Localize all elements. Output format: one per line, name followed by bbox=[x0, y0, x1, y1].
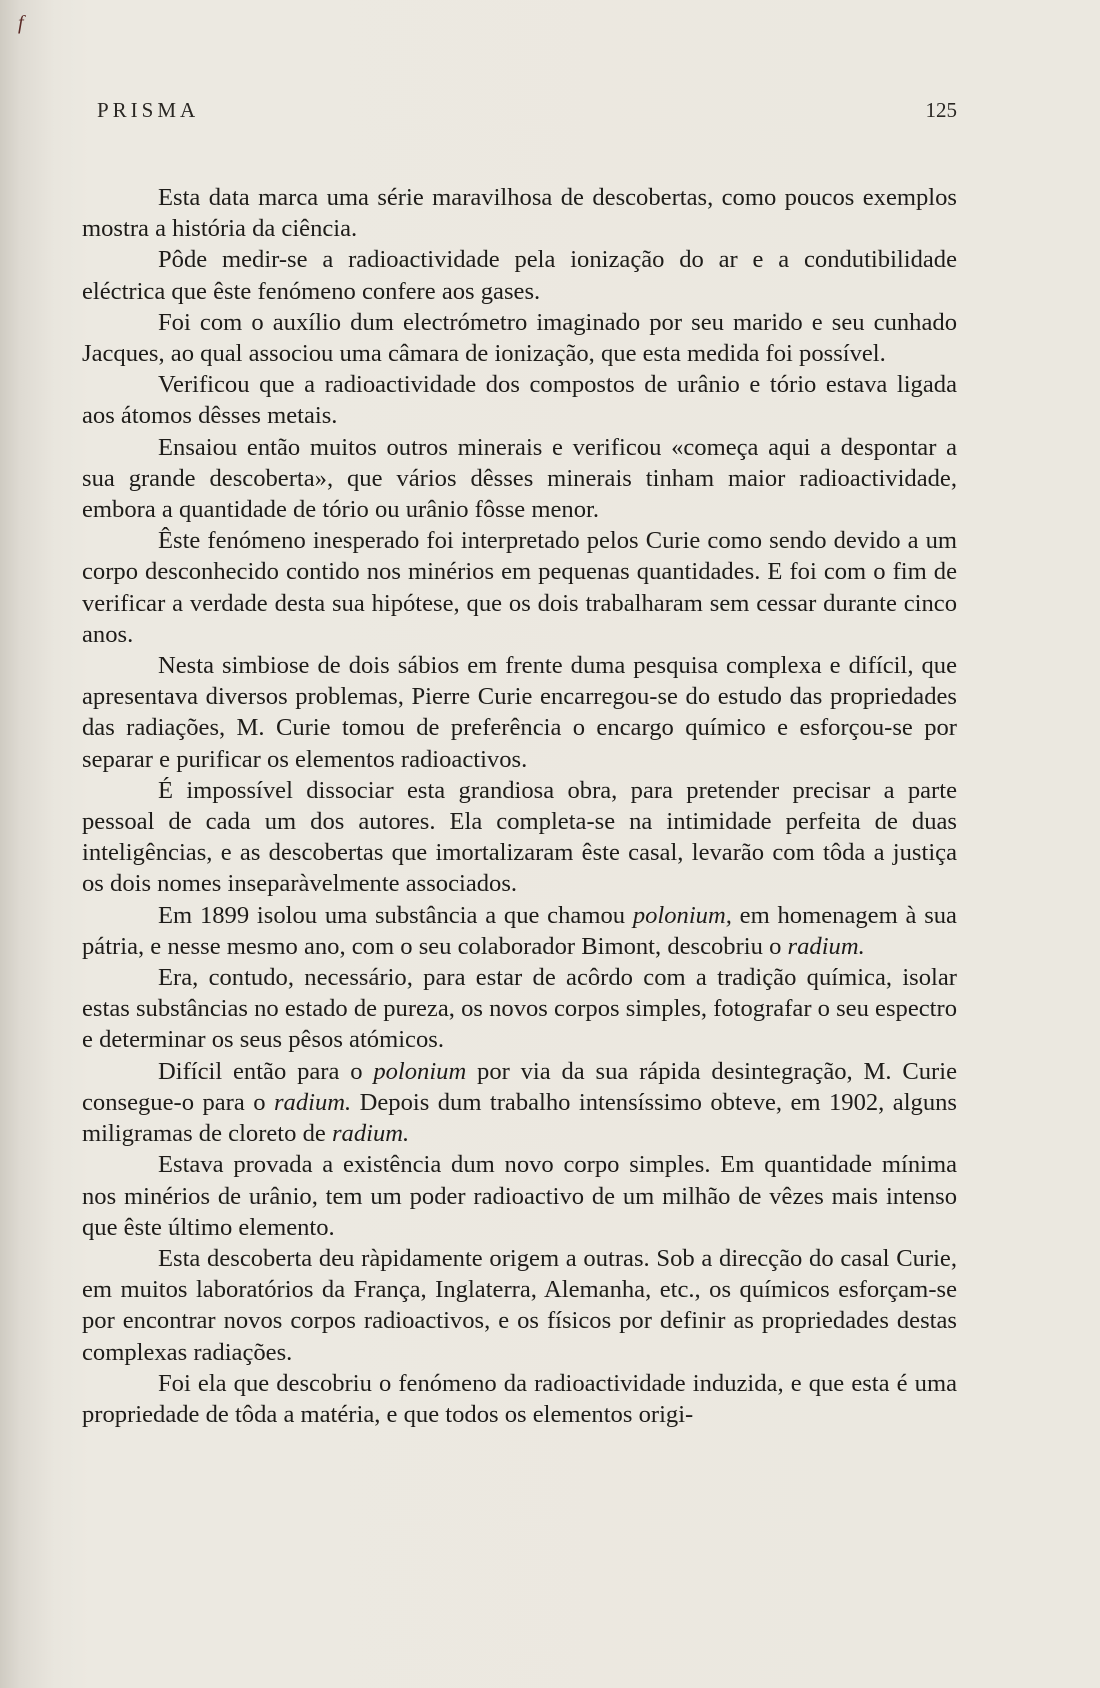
text-run: Difícil então para o bbox=[158, 1057, 374, 1085]
running-head: PRISMA bbox=[97, 98, 200, 122]
margin-mark: f bbox=[18, 12, 24, 34]
paragraph bbox=[82, 1243, 957, 1368]
text-run: em homenagem à sua pátria, e nesse mesmo ano, com o seu colaborador Bimont, descobriu o bbox=[82, 901, 957, 960]
text-run: Esta data marca uma série maravilhosa de descobertas, como poucos exemplos mostra a história da ciência. bbox=[82, 184, 957, 243]
text-run: Estava provada a existência dum novo corpo simples. Em quantidade mínima nos minérios de urânio, tem um poder radioactivo de um milhão de vêzes mais intenso que êste último elemento. bbox=[82, 1151, 957, 1241]
text-run: Ensaiou então muitos outros minerais e verificou «começa aqui a despontar a sua grande descoberta», que vários dêsses minerais tinham maior radioactividade, embora a quantidade de tório ou urânio fôsse menor. bbox=[82, 433, 957, 524]
paragraph bbox=[82, 1056, 957, 1150]
italic-term: radium. bbox=[331, 1120, 410, 1148]
paragraph bbox=[82, 182, 957, 244]
text-run: Esta descoberta deu ràpidamente origem a outras. Sob a direcção do casal Curie, em muitos laboratórios da França, Inglaterra, Alemanha, etc., os químicos esforçam-se por encontrar novos corpos radioactivos, e os físicos por definir as propriedades destas complexas radiações. bbox=[82, 1244, 957, 1366]
paragraph bbox=[82, 369, 957, 431]
text-run: Era, contudo, necessário, para estar de acôrdo com a tradição química, isolar estas substâncias no estado de pureza, os novos corpos simples, fotografar o seu espectro e determinar os seus pêsos atómicos. bbox=[82, 964, 957, 1054]
page-number: 125 bbox=[925, 98, 957, 122]
text-run: Foi ela que descobriu o fenómeno da radioactividade induzida, e que esta é uma propriedade de tôda a matéria, e que todos os elementos origi- bbox=[82, 1369, 957, 1428]
paragraph bbox=[82, 432, 957, 526]
italic-term: radium. bbox=[273, 1088, 352, 1116]
text-run: Verificou que a radioactividade dos compostos de urânio e tório estava ligada aos átomos dêsses metais. bbox=[82, 371, 957, 430]
italic-term: radium. bbox=[787, 932, 865, 960]
paragraph bbox=[82, 650, 957, 775]
text-run: Êste fenómeno inesperado foi interpretado pelos Curie como sendo devido a um corpo desconhecido contido nos minérios em pequenas quantidades. E foi com o fim de verificar a verdade desta sua hipótese, que os dois trabalharam sem cessar durante cinco anos. bbox=[82, 527, 957, 648]
text-run: É impossível dissociar esta grandiosa obra, para pretender precisar a parte pessoal de cada um dos autores. Ela completa-se na intimidade perfeita de duas inteligências, e as descobertas que imortalizaram êste casal, levarão com tôda a justiça os dois nomes inseparàvelmente associados. bbox=[82, 776, 957, 898]
paragraph bbox=[82, 525, 957, 650]
text-run: Nesta simbiose de dois sábios em frente duma pesquisa complexa e difícil, que apresentava diversos problemas, Pierre Curie encarregou-se do estudo das propriedades das radiações, M. Curie tomou de preferência o encargo químico e esforçou-se por separar e purificar os elementos radioactivos. bbox=[82, 652, 957, 773]
text-run: Foi com o auxílio dum electrómetro imaginado por seu marido e seu cunhado Jacques, ao qual associou uma câmara de ionização, que esta medida foi possível. bbox=[82, 308, 957, 368]
paragraph bbox=[82, 1149, 957, 1243]
paragraph bbox=[82, 1368, 957, 1430]
text-run: Pôde medir-se a radioactividade pela ionização do ar e a condutibilidade eléctrica que êste fenómeno confere aos gases. bbox=[82, 246, 957, 305]
paragraph bbox=[82, 244, 957, 306]
text-run: Em 1899 isolou uma substância a que chamou bbox=[158, 901, 633, 929]
paragraph bbox=[82, 900, 957, 962]
body-text bbox=[82, 182, 957, 1430]
paragraph bbox=[82, 962, 957, 1056]
italic-term: polonium, bbox=[632, 901, 732, 929]
italic-term: polonium bbox=[373, 1057, 467, 1085]
paragraph bbox=[82, 307, 957, 369]
text-run: por via da sua rápida desintegração, M. Curie consegue-o para o bbox=[82, 1057, 957, 1116]
text-run: Depois dum trabalho intensíssimo obteve, em 1902, alguns miligramas de cloreto de bbox=[82, 1088, 957, 1148]
paragraph bbox=[82, 775, 957, 900]
